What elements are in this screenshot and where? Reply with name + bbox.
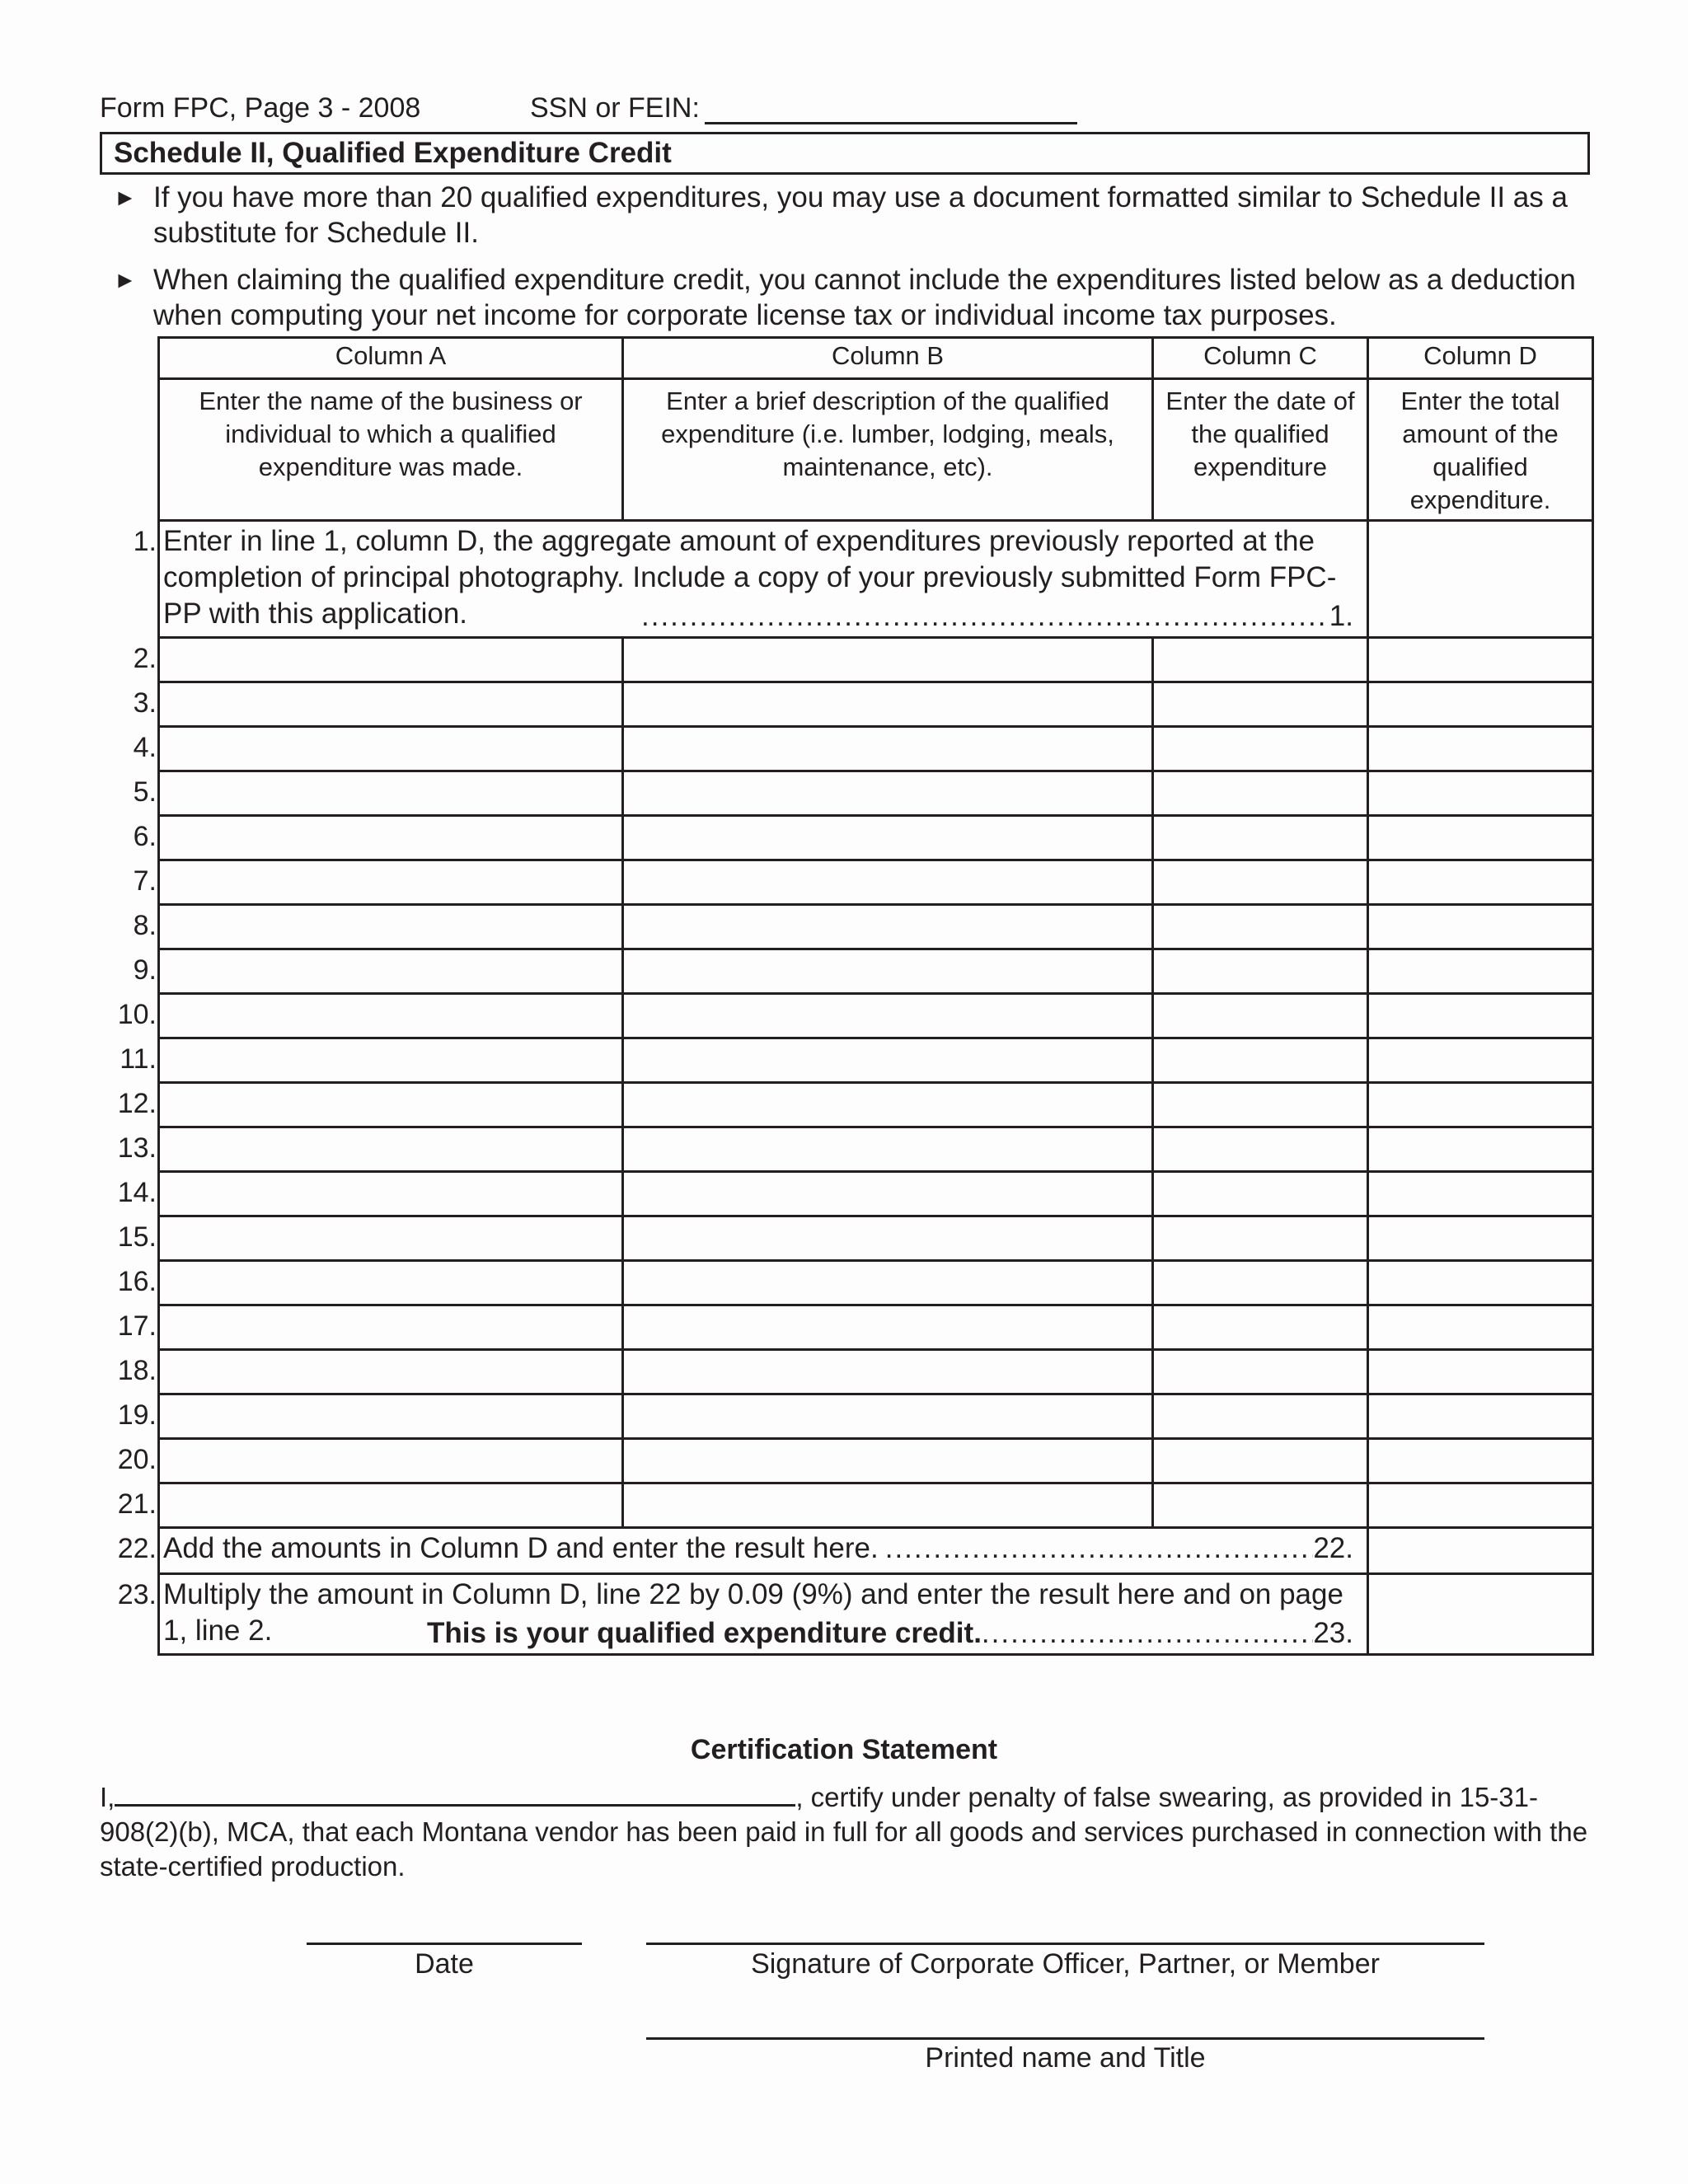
date-cell[interactable] (1153, 949, 1368, 994)
business-name-cell[interactable] (159, 1261, 623, 1305)
date-cell[interactable] (1153, 1394, 1368, 1439)
line-22-ref: 22. (1313, 1532, 1353, 1564)
page-header (100, 92, 700, 124)
business-name-cell[interactable] (159, 816, 623, 860)
amount-cell[interactable] (1368, 905, 1593, 949)
line-number: 2. (133, 642, 157, 674)
certifier-name-input-line[interactable] (115, 1783, 795, 1807)
line-number: 4. (133, 731, 157, 763)
description-cell[interactable] (623, 1439, 1153, 1483)
line-number: 21. (117, 1488, 157, 1520)
schedule-title: Schedule II, Qualified Expenditure Credit (100, 132, 1590, 175)
description-cell[interactable] (623, 1350, 1153, 1394)
amount-cell[interactable] (1368, 727, 1593, 771)
amount-cell[interactable] (1368, 860, 1593, 905)
line-23-text-cell (159, 1574, 1368, 1655)
line-number: 1. (133, 525, 157, 557)
table-row (159, 1261, 1593, 1305)
amount-cell[interactable] (1368, 949, 1593, 994)
printed-name-line[interactable] (646, 2037, 1484, 2040)
business-name-cell[interactable] (159, 1350, 623, 1394)
line-number: 9. (133, 954, 157, 986)
amount-cell[interactable] (1368, 1305, 1593, 1350)
column-c-description: Enter the date of the qualified expenditure (1153, 379, 1368, 521)
date-line[interactable] (307, 1943, 582, 1945)
table-row (159, 949, 1593, 994)
line-22-text: Add the amounts in Column D and enter the result here. (163, 1532, 879, 1564)
line-1-text-cell (159, 521, 1368, 638)
description-cell[interactable] (623, 638, 1153, 682)
ssn-fein-label: SSN or FEIN: (530, 92, 700, 124)
amount-cell[interactable] (1368, 1172, 1593, 1216)
table-row (159, 1216, 1593, 1261)
line-23-bold-text: This is your qualified expenditure credit. (427, 1617, 982, 1649)
column-description-row (159, 379, 1593, 521)
date-cell[interactable] (1153, 1350, 1368, 1394)
line-number: 12. (117, 1087, 157, 1119)
schedule-table (157, 336, 1594, 1656)
amount-cell[interactable] (1368, 1483, 1593, 1528)
date-cell[interactable] (1153, 1038, 1368, 1083)
certification-body: , certify under penalty of false swearing, as provided in 15-31-908(2)(b), MCA, that each Montana vendor has been paid in full for all goods and services purchased in connection with the state-certified production. (100, 1782, 1588, 1882)
signature-line[interactable] (646, 1943, 1484, 1945)
table-row (159, 771, 1593, 816)
business-name-cell[interactable] (159, 1083, 623, 1127)
description-cell[interactable] (623, 1038, 1153, 1083)
ssn-fein-field[interactable] (530, 92, 1077, 124)
amount-cell[interactable] (1368, 1350, 1593, 1394)
arrow-right-icon: ► (114, 185, 137, 210)
instruction-text: If you have more than 20 qualified expenditures, you may use a document formatted similar to Schedule II as a substitute for Schedule II. (153, 181, 1568, 249)
table-row (159, 638, 1593, 682)
amount-cell[interactable] (1368, 1038, 1593, 1083)
description-cell[interactable] (623, 1305, 1153, 1350)
date-cell[interactable] (1153, 771, 1368, 816)
certification-statement (100, 1780, 1592, 1884)
table-row (159, 1305, 1593, 1350)
table-row (159, 1439, 1593, 1483)
amount-cell[interactable] (1368, 1083, 1593, 1127)
amount-cell[interactable] (1368, 1394, 1593, 1439)
date-cell[interactable] (1153, 638, 1368, 682)
date-cell[interactable] (1153, 905, 1368, 949)
table-row (159, 1483, 1593, 1528)
line-1-amount[interactable] (1368, 521, 1593, 638)
line-number: 22. (117, 1532, 157, 1564)
description-cell[interactable] (623, 905, 1153, 949)
line-number: 11. (120, 1043, 157, 1075)
amount-cell[interactable] (1368, 1439, 1593, 1483)
entry-rows (159, 638, 1593, 1528)
amount-cell[interactable] (1368, 1261, 1593, 1305)
column-a-header: Column A (159, 338, 623, 379)
line-number: 7. (133, 865, 157, 897)
table-row (159, 1172, 1593, 1216)
business-name-cell[interactable] (159, 949, 623, 994)
line-number: 20. (117, 1443, 157, 1475)
description-cell[interactable] (623, 1261, 1153, 1305)
description-cell[interactable] (623, 1172, 1153, 1216)
column-c-header: Column C (1153, 338, 1368, 379)
form-page-label: Form FPC, Page 3 - 2008 (100, 92, 421, 124)
business-name-cell[interactable] (159, 994, 623, 1038)
business-name-cell[interactable] (159, 1172, 623, 1216)
description-cell[interactable] (623, 1127, 1153, 1172)
line-number: 10. (117, 998, 157, 1030)
line-22-amount[interactable] (1368, 1528, 1593, 1574)
signature-label: Signature of Corporate Officer, Partner, or Member (751, 1948, 1380, 1980)
date-label: Date (415, 1948, 474, 1980)
business-name-cell[interactable] (159, 1394, 623, 1439)
table-row (159, 1394, 1593, 1439)
table-row (159, 860, 1593, 905)
line-number: 5. (133, 776, 157, 808)
amount-cell[interactable] (1368, 1127, 1593, 1172)
date-cell[interactable] (1153, 1305, 1368, 1350)
column-d-header: Column D (1368, 338, 1593, 379)
line-number: 16. (117, 1265, 157, 1297)
date-cell[interactable] (1153, 1083, 1368, 1127)
description-cell[interactable] (623, 771, 1153, 816)
line-number: 3. (133, 687, 157, 719)
amount-cell[interactable] (1368, 1216, 1593, 1261)
table-row (159, 1350, 1593, 1394)
line-number: 13. (117, 1132, 157, 1164)
description-cell[interactable] (623, 816, 1153, 860)
amount-cell[interactable] (1368, 816, 1593, 860)
certification-prefix: I, (100, 1782, 115, 1812)
line-1-text: Enter in line 1, column D, the aggregate amount of expenditures previously reported at the completion of principal photography. Include a copy of your previously submitted Form FPC-PP with this application. (163, 525, 1337, 630)
line-number: 6. (133, 820, 157, 852)
date-cell[interactable] (1153, 1172, 1368, 1216)
table-row (159, 1127, 1593, 1172)
date-cell[interactable] (1153, 1216, 1368, 1261)
date-cell[interactable] (1153, 1127, 1368, 1172)
column-b-description: Enter a brief description of the qualified expenditure (i.e. lumber, lodging, meals, maintenance, etc). (623, 379, 1153, 521)
line-1-row (159, 521, 1593, 638)
line-23-row (159, 1574, 1593, 1655)
amount-cell[interactable] (1368, 771, 1593, 816)
table-row (159, 905, 1593, 949)
date-cell[interactable] (1153, 1483, 1368, 1528)
description-cell[interactable] (623, 1216, 1153, 1261)
line-number: 15. (117, 1221, 157, 1253)
column-a-description: Enter the name of the business or individual to which a qualified expenditure was made. (159, 379, 623, 521)
table-row (159, 682, 1593, 727)
amount-cell[interactable] (1368, 682, 1593, 727)
column-header-row (159, 338, 1593, 379)
business-name-cell[interactable] (159, 1216, 623, 1261)
line-23-text: Multiply the amount in Column D, line 22 by 0.09 (9%) and enter the result here and on page 1, line 2. (163, 1578, 1343, 1647)
business-name-cell[interactable] (159, 1439, 623, 1483)
table-row (159, 1083, 1593, 1127)
business-name-cell[interactable] (159, 860, 623, 905)
date-cell[interactable] (1153, 816, 1368, 860)
date-cell[interactable] (1153, 994, 1368, 1038)
description-cell[interactable] (623, 949, 1153, 994)
table-row (159, 994, 1593, 1038)
instruction-text: When claiming the qualified expenditure credit, you cannot include the expenditures listed below as a deduction when computing your net income for corporate license tax or individual income tax purposes. (153, 264, 1576, 331)
business-name-cell[interactable] (159, 1305, 623, 1350)
date-cell[interactable] (1153, 727, 1368, 771)
arrow-right-icon: ► (114, 267, 137, 293)
business-name-cell[interactable] (159, 1483, 623, 1528)
description-cell[interactable] (623, 1483, 1153, 1528)
line-1-leader (641, 598, 1367, 635)
line-number: 19. (117, 1399, 157, 1431)
date-cell[interactable] (1153, 1261, 1368, 1305)
line-number: 14. (117, 1176, 157, 1208)
table-row (159, 727, 1593, 771)
description-cell[interactable] (623, 1083, 1153, 1127)
description-cell[interactable] (623, 1394, 1153, 1439)
amount-cell[interactable] (1368, 638, 1593, 682)
line-23-amount[interactable] (1368, 1574, 1593, 1655)
line-22-text-cell (159, 1528, 1368, 1574)
table-row (159, 1038, 1593, 1083)
line-number: 17. (117, 1310, 157, 1342)
date-cell[interactable] (1153, 860, 1368, 905)
business-name-cell[interactable] (159, 727, 623, 771)
date-cell[interactable] (1153, 1439, 1368, 1483)
line-1-ref: 1. (1329, 600, 1353, 632)
ssn-fein-input-line[interactable] (705, 97, 1077, 124)
table-row (159, 816, 1593, 860)
business-name-cell[interactable] (159, 1127, 623, 1172)
business-name-cell[interactable] (159, 682, 623, 727)
printed-name-label: Printed name and Title (925, 2042, 1206, 2074)
description-cell[interactable] (623, 682, 1153, 727)
certification-title: Certification Statement (690, 1734, 998, 1765)
line-23-leader (427, 1615, 1367, 1652)
line-number: 23. (117, 1578, 157, 1610)
business-name-cell[interactable] (159, 638, 623, 682)
amount-cell[interactable] (1368, 994, 1593, 1038)
line-number: 8. (133, 909, 157, 941)
line-number: 18. (117, 1354, 157, 1386)
date-cell[interactable] (1153, 682, 1368, 727)
business-name-cell[interactable] (159, 905, 623, 949)
description-cell[interactable] (623, 994, 1153, 1038)
line-23-ref: 23. (1313, 1617, 1353, 1649)
line-22-row (159, 1528, 1593, 1574)
business-name-cell[interactable] (159, 771, 623, 816)
description-cell[interactable] (623, 727, 1153, 771)
business-name-cell[interactable] (159, 1038, 623, 1083)
column-d-description: Enter the total amount of the qualified expenditure. (1368, 379, 1593, 521)
column-b-header: Column B (623, 338, 1153, 379)
description-cell[interactable] (623, 860, 1153, 905)
